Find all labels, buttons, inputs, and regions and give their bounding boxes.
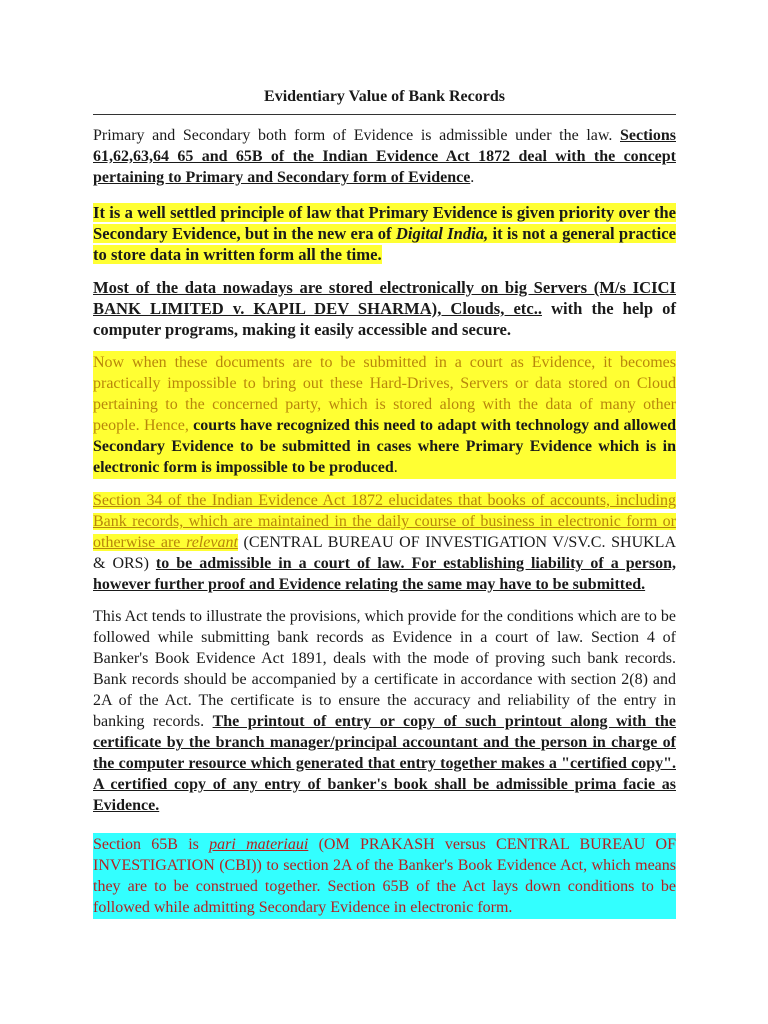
paragraph-section-34 [93,490,676,595]
court-bold-text: courts have recognized this need to adapt with technology and allowed Secondary Evidence to be submitted in cases where Primary Evidence which is in electronic form is impossible to be produced [93,417,676,476]
intro-text: Primary and Secondary both form of Evidence is admissible under the law. [93,127,613,144]
paragraph-principle [93,202,676,265]
storage-text: with the help of computer programs, making it easily accessible and secure. [93,299,676,339]
section34-text: Section 34 of the Indian Evidence Act 1872 elucidates that books of accounts, including Bank records, which are maintained in the daily course of business in electronic form or otherwise are [93,492,676,551]
storage-text-underlined: Most of the data nowadays are stored electronically on big Servers (M/s ICICI BANK LIMITED v. KAPIL DEV SHARMA), Clouds, etc.. [93,278,676,318]
section34-bold-text: to be admissible in a court of law. For establishing liability of a person, however further proof and Evidence relating the same may have to be submitted. [93,555,676,593]
bankers-bold-text: The printout of entry or copy of such printout along with the certificate by the branch manager/principal accountant and the person in charge of the computer resource which generated that entry together makes a "certified copy". A certified copy of any entry of banker's book shall be admissible prima facie as Evidence. [93,713,677,814]
section34-relevant: relevant [186,534,238,551]
paragraph-court-submission [93,351,676,479]
intro-period: . [470,169,475,186]
paragraph-bankers-book-act [93,606,676,816]
court-text: Now when these documents are to be submitted in a court as Evidence, it becomes practically impossible to bring out these Hard-Drives, Servers or data stored on Cloud pertaining to the concerned party, which is stored along with the data of many other people. Hence, [93,354,676,434]
section34-case: (CENTRAL BUREAU OF INVESTIGATION V/SV.C. SHUKLA & ORS) [93,534,677,572]
document-page [93,86,676,919]
section65b-pari-materia: pari materiaui [209,836,309,853]
court-period: . [393,459,398,476]
principle-text-1: It is a well settled principle of law that Primary Evidence is given priority over the Secondary Evidence, but in the new era of [93,203,676,243]
principle-digital-india: Digital India, [395,224,489,243]
document-title: Evidentiary Value of Bank Records [264,88,505,105]
intro-sections-text: Sections 61,62,63,64 65 and 65B of the Indian Evidence Act 1872 deal with the concept pertaining to Primary and Secondary form of Evidence [93,127,676,186]
paragraph-section-65b [93,833,676,919]
principle-text-2: it is not a general practice to store data in written form all the time. [93,224,676,264]
paragraph-electronic-storage [93,277,676,340]
bankers-text: This Act tends to illustrate the provisions, which provide for the conditions which are to be followed while submitting bank records as Evidence in a court of law. Section 4 of Banker's Book Evidence Act 1891, deals with the mode of proving such bank records. Bank records should be accompanied by a certificate in accordance with section 2(8) and 2A of the Act. The certificate is to ensure the accuracy and reliability of the entry in banking records. [93,608,676,730]
section65b-text-2: (OM PRAKASH versus CENTRAL BUREAU OF INVESTIGATION (CBI)) to section 2A of the Banker's Book Evidence Act, which means they are to be construed together. Section 65B of the Act lays down conditions to be followed while admitting Secondary Evidence in electronic form. [93,836,677,916]
section65b-text-1: Section 65B is [93,836,210,853]
paragraph-intro [93,125,676,188]
title-divider [93,114,676,115]
